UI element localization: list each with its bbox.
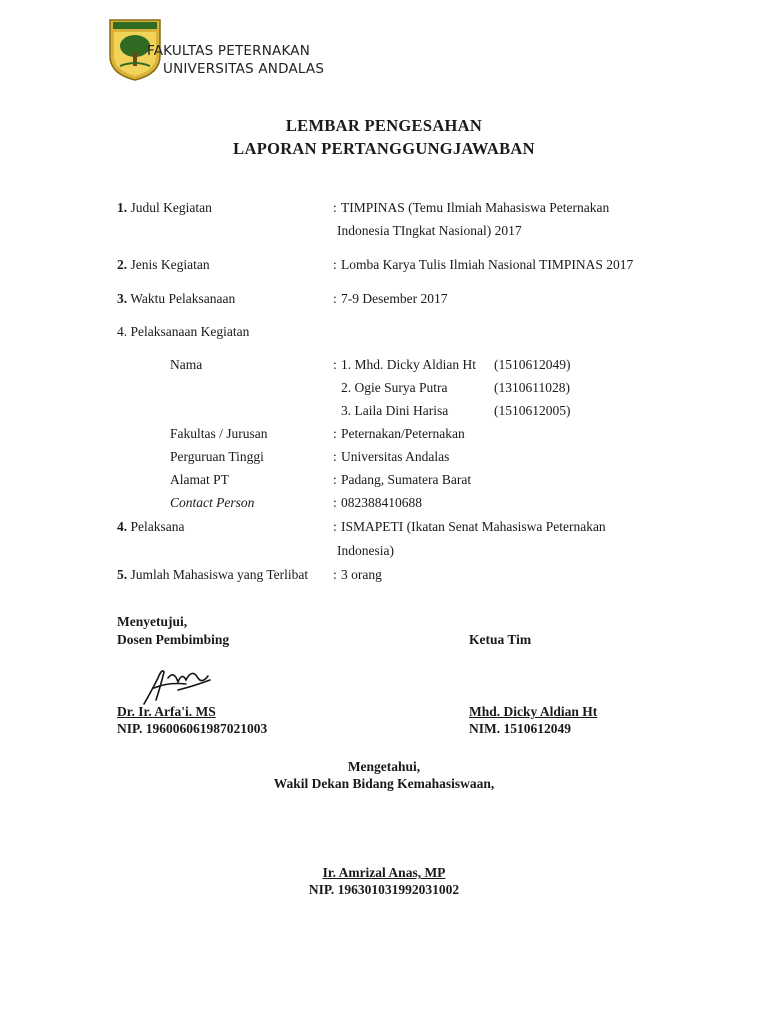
field-waktu-value: 7-9 Desember 2017 <box>341 291 448 306</box>
field-jenis-label: 2. Jenis Kegiatan <box>117 257 210 272</box>
page-subtitle: LAPORAN PERTANGGUNGJAWABAN <box>233 139 535 158</box>
ketua-nim: NIM. 1510612049 <box>469 721 571 736</box>
contact-sep: : <box>333 495 337 510</box>
field-judul-value: TIMPINAS (Temu Ilmiah Mahasiswa Peternakan <box>341 200 610 215</box>
field-pelaksana-value: ISMAPETI (Ikatan Senat Mahasiswa Peternakan <box>341 519 606 534</box>
field-waktu-sep: : <box>333 291 337 306</box>
alamat-label: Alamat PT <box>170 472 229 487</box>
perguruan-value: Universitas Andalas <box>341 449 450 464</box>
fakultas-label: Fakultas / Jurusan <box>170 426 268 441</box>
member-name: 1. Mhd. Dicky Aldian Ht <box>341 357 476 372</box>
wakil-nip: NIP. 196301031992031002 <box>308 882 460 897</box>
field-judul-sep: : <box>333 200 337 215</box>
member-id: (1510612005) <box>494 403 571 418</box>
menyetujui-label: Menyetujui, <box>117 614 188 629</box>
fakultas-sep: : <box>333 426 337 441</box>
perguruan-label: Perguruan Tinggi <box>170 449 264 464</box>
perguruan-sep: : <box>333 449 337 464</box>
field-jumlah-value: 3 orang <box>341 567 382 582</box>
ketua-name: Mhd. Dicky Aldian Ht <box>469 704 598 719</box>
member-id: (1510612049) <box>494 357 571 372</box>
field-jenis-value: Lomba Karya Tulis Ilmiah Nasional TIMPINAS 2017 <box>341 257 634 272</box>
field-pelaksanaan-label: 4. Pelaksanaan Kegiatan <box>117 324 250 339</box>
dosen-title: Dosen Pembimbing <box>117 632 230 647</box>
field-jumlah-label: 5. Jumlah Mahasiswa yang Terlibat <box>117 567 309 582</box>
ketua-title: Ketua Tim <box>469 632 532 647</box>
nama-label: Nama <box>170 357 203 372</box>
university-name: UNIVERSITAS ANDALAS <box>163 61 325 77</box>
field-judul-label: 1. Judul Kegiatan <box>117 200 212 215</box>
wakil-title: Wakil Dekan Bidang Kemahasiswaan, <box>273 776 495 791</box>
nama-sep: : <box>333 357 337 372</box>
alamat-sep: : <box>333 472 337 487</box>
wakil-name: Ir. Amrizal Anas, MP <box>322 865 446 880</box>
member-name: 3. Laila Dini Harisa <box>341 403 449 418</box>
field-jenis-sep: : <box>333 257 337 272</box>
member-id: (1310611028) <box>494 380 570 395</box>
field-pelaksana-value-cont: Indonesia) <box>337 543 394 558</box>
fakultas-value: Peternakan/Peternakan <box>341 426 465 441</box>
mengetahui-label: Mengetahui, <box>347 759 421 774</box>
dosen-name: Dr. Ir. Arfa'i. MS <box>117 704 216 719</box>
alamat-value: Padang, Sumatera Barat <box>341 472 472 487</box>
field-judul-value-cont: Indonesia TIngkat Nasional) 2017 <box>337 223 522 238</box>
faculty-name: FAKULTAS PETERNAKAN <box>147 43 310 59</box>
field-pelaksana-sep: : <box>333 519 337 534</box>
contact-label: Contact Person <box>170 495 255 510</box>
signature-image <box>138 660 216 710</box>
field-waktu-label: 3. Waktu Pelaksanaan <box>117 291 236 306</box>
member-name: 2. Ogie Surya Putra <box>341 380 448 395</box>
contact-value: 082388410688 <box>341 495 422 510</box>
field-pelaksana-label: 4. Pelaksana <box>117 519 185 534</box>
dosen-nip: NIP. 196006061987021003 <box>117 721 268 736</box>
field-jumlah-sep: : <box>333 567 337 582</box>
page-title: LEMBAR PENGESAHAN <box>285 116 483 135</box>
